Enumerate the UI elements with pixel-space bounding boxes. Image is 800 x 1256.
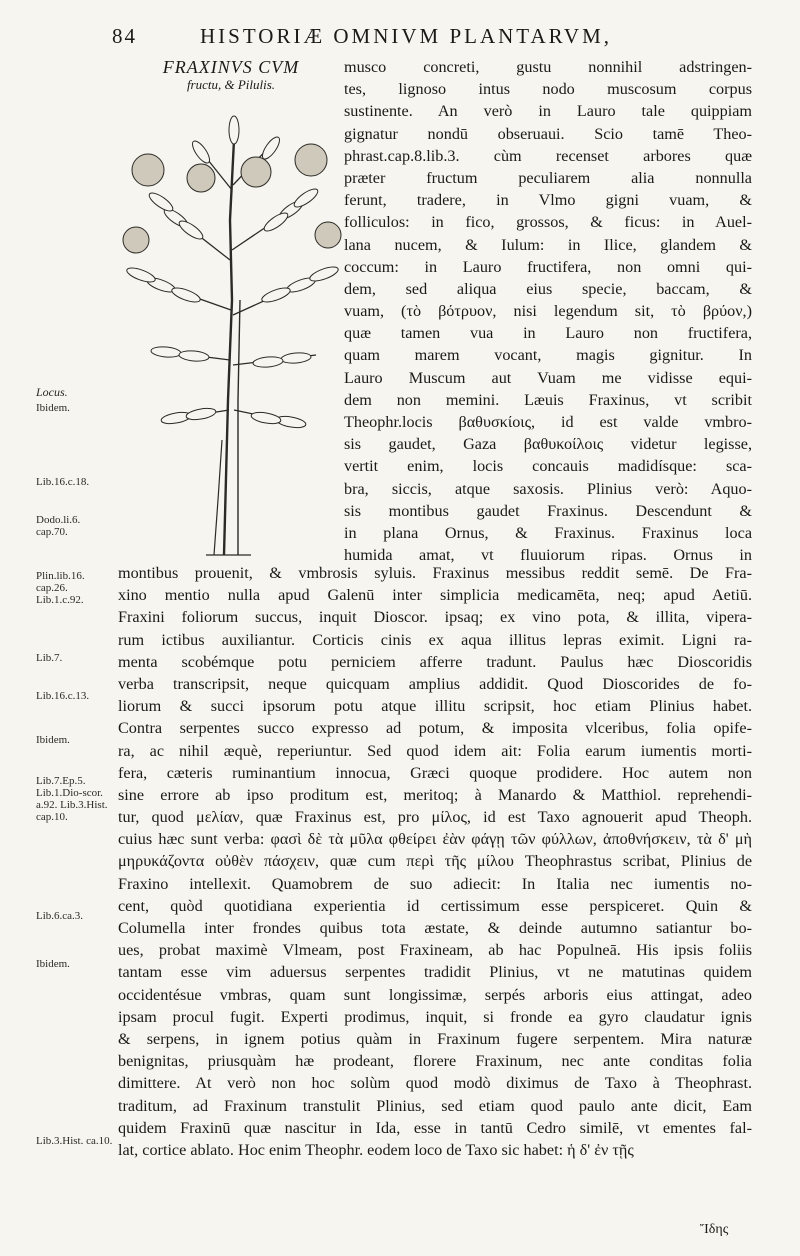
text-line: verba transcripsit, neque quicquam amplius addidit. Quod Dioscorides de fo-: [118, 674, 752, 693]
text-line: coccum: in Lauro fructifera, non omni qui-: [344, 257, 752, 276]
figure-caption-subtitle: fructu, & Pilulis.: [186, 76, 276, 92]
margin-note: Ibidem.: [36, 402, 70, 414]
margin-note: Plin.lib.16. cap.26. Lib.1.c.92.: [36, 570, 85, 606]
text-line: quam marem vocant, magis gignitur. In: [344, 346, 752, 365]
text-line: Fraxino intellexit. Quamobrem de suo adiecit: In Italia nec iumentis no-: [118, 874, 752, 893]
text-line: in plana Ornus, & Fraxinus. Fraxinus loca: [344, 523, 752, 542]
figure-caption-title: FRAXINVS CVM: [162, 57, 300, 77]
running-title: HISTORIÆ OMNIVM PLANTARVM,: [200, 24, 613, 48]
text-line: gignatur nondū obseruaui. Scio tamē Theo-: [344, 124, 752, 143]
text-line: sis gaudet, Gaza βαθυκοίλοις videtur legisse,: [344, 435, 752, 454]
text-line: vertit enim, locis concauis madidísque: sca-: [344, 457, 752, 476]
text-line: dem non memini. Læuis Fraxinus, vt scribit: [344, 390, 752, 409]
full-width-text: [118, 562, 752, 1161]
text-line: tes, lignoso intus nodo muscosum corpus: [344, 80, 752, 99]
text-line: tur, quod μελίαν, quæ Fraxinus est, pro μίλος, id est Taxo agnouerit apud Theoph.: [118, 808, 752, 827]
text-line: lana nucem, & Iulum: in Ilice, glandem &: [344, 235, 752, 254]
text-line: liorum & succi ipsorum potu atque illitu scripsit, hoc etiam Plinius habet.: [118, 697, 752, 716]
woodcut-illustration: [106, 100, 354, 560]
text-line: phrast.cap.8.lib.3. cùm recenset arbores quæ: [344, 146, 752, 165]
text-line: occidentésue vmbras, quam sunt longissimæ, serpés arboris eius attingat, adeo: [118, 985, 752, 1004]
text-line: lat, cortice ablato. Hoc enim Theophr. eodem loco de Taxo sic habet: ἡ δ' ἐν τῇς: [118, 1140, 634, 1159]
margin-note: Lib.3.Hist. ca.10.: [36, 1135, 113, 1147]
text-line: benignitas, priusquàm hæ prodeant, florere Fraxinum, nec ante conditas folia: [118, 1052, 752, 1071]
text-line: præter fructum peculiarem alia nonnulla: [344, 168, 752, 187]
margin-note: Lib.16.c.18.: [36, 476, 90, 488]
text-line: dimittere. At verò non hoc solùm quod modò diximus de Taxo à Theophrast.: [118, 1074, 752, 1093]
running-header: [112, 24, 752, 54]
text-line: cuius hæc sunt verba: φασὶ δὲ τὰ μῦλα φθείρει ἐὰν φάγῃ τῶν φύλλων, ἀποθνήσκειν, τὰ δ' μὴ: [118, 830, 752, 849]
catchword: Ἴδης: [700, 1222, 729, 1237]
margin-note: Lib.16.c.13.: [36, 690, 90, 702]
text-line: Contra serpentes succo expresso ad potum, & imposita vlceribus, folia opife-: [118, 719, 752, 738]
margin-note: Locus.: [36, 385, 68, 399]
text-line: traditum, ad Fraxinum transtulit Plinius, sed etiam quod paulo ante dicit, Eam: [118, 1096, 752, 1115]
text-line: ra, ac nihil æquè, reperiuntur. Sed quod idem ait: Folia earum iumentis morti-: [118, 741, 752, 760]
figure-caption: [118, 58, 344, 92]
text-line: sis montibus gaudet Fraxinus. Descendunt &: [344, 501, 752, 520]
text-line: ferunt, tradere, in Vlmo gigni vuam, &: [344, 191, 752, 210]
margin-note: Ibidem.: [36, 734, 70, 746]
text-line: sustinente. An verò in Lauro tale quippiam: [344, 102, 752, 121]
margin-note: Lib.6.ca.3.: [36, 910, 84, 922]
text-line: ipsam procul fugit. Experti prodimus, inquit, si fronde ea gyro claudatur ignis: [118, 1007, 752, 1026]
text-line: tantam esse vim aduersus serpentes tradidit Plinius, vt ne matutinas quidem: [118, 963, 752, 982]
margin-note: Lib.7.: [36, 652, 63, 664]
margin-note: Dodo.li.6. cap.70.: [36, 514, 81, 538]
text-line: Fraxini foliorum succus, inquit Dioscor. ipsaq; ex vino pota, & illita, vipera-: [118, 608, 752, 627]
page-number: 84: [112, 24, 137, 48]
text-line: μηρυκάζοντα οὐθὲν πάσχειν, quæ cum περὶ τῆς μίλου Theophrastus scribat, Plinius de: [118, 852, 752, 871]
margin-note: Lib.7.Ep.5. Lib.1.Dio-scor. a.92. Lib.3.Hist. cap.10.: [36, 775, 108, 823]
text-line: cent, quòd quotidiana experientia id certissimum esse perspiceret. Quin &: [118, 896, 752, 915]
text-line: & serpens, in ignem potius quàm in Fraxinum fugere serpentem. Mira naturæ: [118, 1029, 752, 1048]
text-line: Lauro Muscum aut Vuam me vidisse equi-: [344, 368, 752, 387]
text-line: bra, siccis, atque saxosis. Plinius verò: Aquo-: [344, 479, 752, 498]
text-line: musco concreti, gustu nonnihil adstringen-: [344, 58, 752, 76]
text-line: sine errore ab ipso proditum est, meritoq; à Manardo & Matthiol. reprehendi-: [118, 785, 752, 804]
text-line: Theophr.locis βαθυσκίοις, id est valde vmbro-: [344, 413, 752, 431]
text-line: quæ tamen vua in Lauro non fructifera,: [344, 324, 752, 343]
text-line: Columella inter frondes quibus tota æstate, & deinde autumno satiantur bo-: [118, 919, 752, 937]
text-line: menta scobémque potu perniciem afferre tradunt. Paulus hæc Dioscoridis: [118, 652, 752, 671]
text-line: xino mentio nulla apud Galenū inter simplicia medicamēta, neq; apud Aetiū.: [118, 586, 752, 605]
text-line: fera, cæteris ruminantium innocua, Græci quoque prodidere. Hoc autem non: [118, 763, 752, 782]
text-line: folliculos: in fico, grossos, & ficus: in Auel-: [344, 213, 752, 232]
text-line: montibus prouenit, & vmbrosis syluis. Fraxinus messibus reddit semē. De Fra-: [118, 564, 752, 582]
text-line: ues, probat maximè Vlmeam, post Fraxineam, ab hac Populneā. His ipsis foliis: [118, 941, 752, 960]
text-line: vuam, (τὸ βότρυον, nisi legendum sit, τὸ βρύον,): [344, 302, 752, 321]
text-line: rum ictibus auxiliantur. Corticis cinis ex aqua illitus lepras eximit. Ligni ra-: [118, 630, 752, 649]
text-line: humida amat, vt fluuiorum ripas. Ornus in: [344, 546, 752, 565]
ash-tree-woodcut: [106, 100, 354, 560]
right-column-text: [344, 56, 752, 566]
text-line: dem, sed aliqua eius specie, baccam, &: [344, 279, 752, 298]
text-line: quidem Fraxinū quæ nascitur in Ida, esse in tantū Cedro similē, vt ementes fal-: [118, 1118, 752, 1137]
margin-note: Ibidem.: [36, 958, 70, 970]
